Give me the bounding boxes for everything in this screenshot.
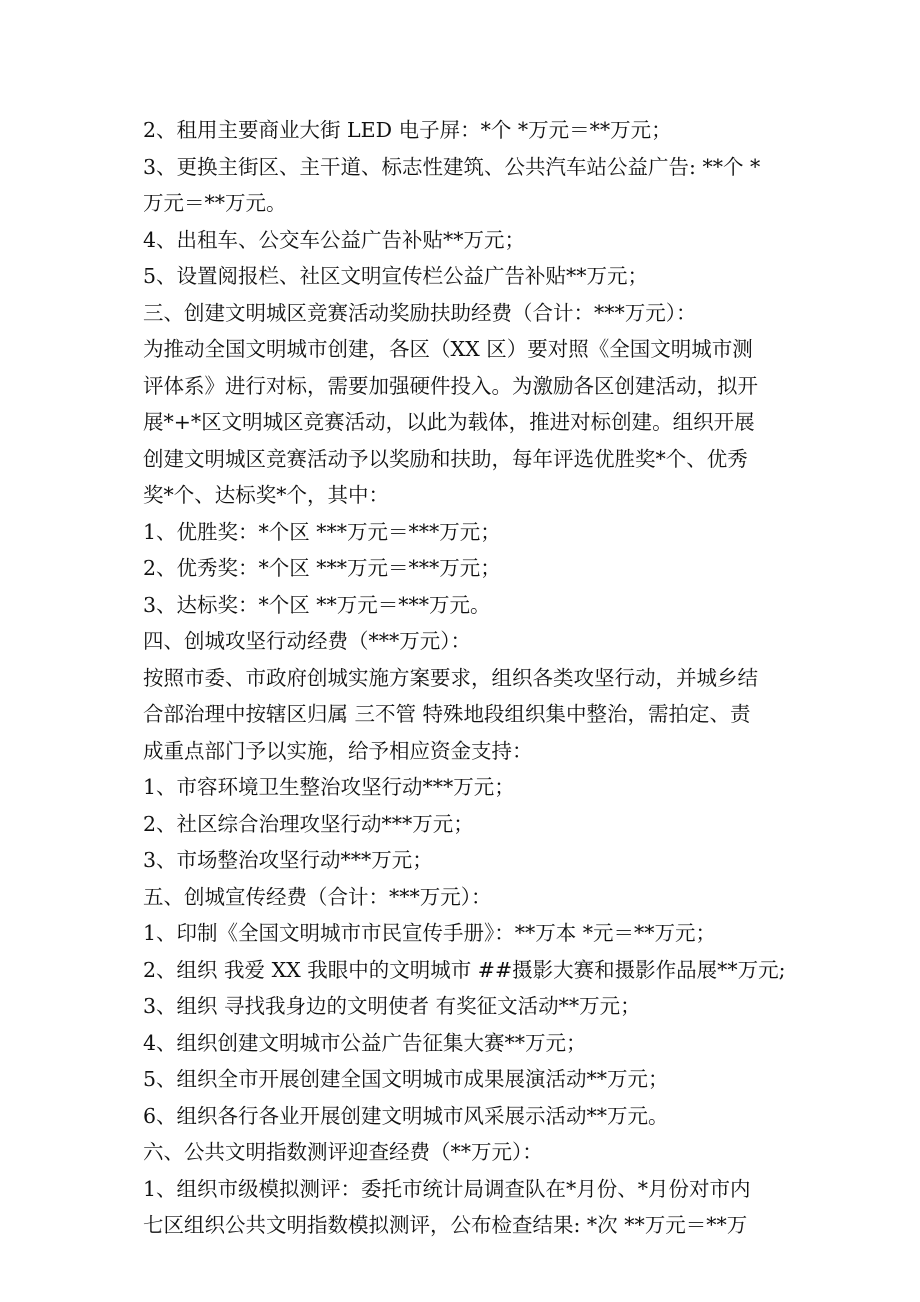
document-body [143, 112, 786, 1244]
text-line: 2、社区综合治理攻坚行动***万元； [143, 811, 474, 836]
text-line: 展*+*区文明城区竞赛活动，以此为载体，推进对标创建。组织开展 [143, 410, 755, 434]
text-line: 1、优胜奖：*个区 ***万元＝***万元； [143, 519, 501, 544]
text-line: 2、优秀奖：*个区 ***万元＝***万元； [143, 556, 501, 580]
text-line: 评体系》进行对标，需要加强硬件投入。为激励各区创建活动，拟开 [143, 373, 758, 398]
text-line: 5、组织全市开展创建全国文明城市成果展演活动**万元； [143, 1067, 669, 1091]
text-line: 1、组织市级模拟测评：委托市统计局调查队在*月份、*月份对市内 [143, 1176, 751, 1201]
text-line: 1、印制《全国文明城市市民宣传手册》：**万本 *元＝**万元； [143, 921, 717, 945]
text-line: 按照市委、市政府创城实施方案要求，组织各类攻坚行动，并城乡结 [143, 665, 758, 690]
section-heading: 三、创建文明城区竞赛活动奖励扶助经费（合计：***万元）： [143, 300, 697, 325]
text-line: 3、更换主街区、主干道、标志性建筑、公共汽车站公益广告: **个 * [143, 154, 761, 179]
text-line: 成重点部门予以实施，给予相应资金支持： [143, 738, 533, 763]
text-line: 1、市容环境卫生整治攻坚行动***万元； [143, 775, 515, 799]
text-line: 2、租用主要商业大街 LED 电子屏：*个 *万元＝**万元； [143, 118, 672, 142]
text-line: 6、组织各行各业开展创建文明城市风采展示活动**万元。 [143, 1103, 669, 1128]
text-line: 5、设置阅报栏、社区文明宣传栏公益广告补贴**万元； [143, 264, 649, 288]
text-line: 七区组织公共文明指数模拟测评，公布检查结果: *次 **万元＝**万 [143, 1213, 748, 1237]
text-line: 3、市场整治攻坚行动***万元； [143, 848, 433, 872]
text-line: 为推动全国文明城市创建，各区（XX 区）要对照《全国文明城市测 [143, 337, 753, 361]
text-line: 4、组织创建文明城市公益广告征集大赛**万元； [143, 1030, 587, 1055]
section-heading: 四、创城攻坚行动经费（***万元）： [143, 629, 471, 653]
text-line: 奖*个、达标奖*个，其中： [143, 483, 389, 507]
text-line: 4、出租车、公交车公益广告补贴**万元； [143, 227, 526, 252]
text-line: 3、组织 寻找我身边的文明使者 有奖征文活动**万元； [143, 994, 641, 1018]
text-line: 2、组织 我爱 XX 我眼中的文明城市 ##摄影大赛和摄影作品展**万元; [143, 957, 786, 982]
section-heading: 六、公共文明指数测评迎查经费（**万元）： [143, 1140, 543, 1164]
text-line: 合部治理中按辖区归属 三不管 特殊地段组织集中整治，需拍定、责 [143, 702, 751, 726]
text-line: 万元＝**万元。 [143, 191, 287, 215]
text-line: 创建文明城区竞赛活动予以奖励和扶助，每年评选优胜奖*个、优秀 [143, 446, 748, 471]
text-line: 3、达标奖：*个区 **万元＝***万元。 [143, 592, 491, 617]
section-heading: 五、创城宣传经费（合计：***万元）： [143, 884, 492, 909]
